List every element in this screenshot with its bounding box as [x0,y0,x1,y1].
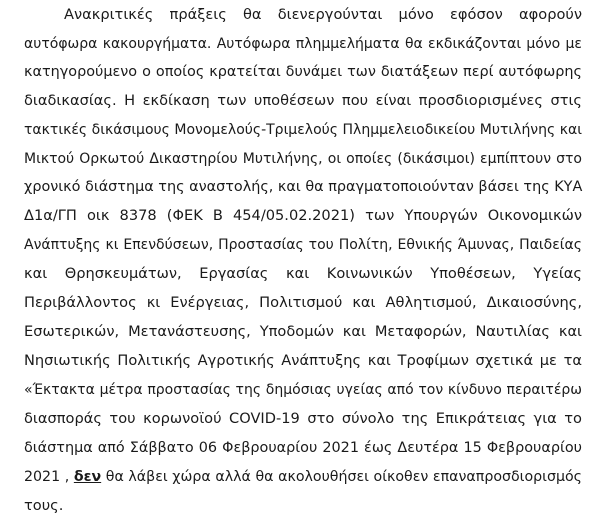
paragraph-line-6: Μικτού Ορκωτού Δικαστηρίου Μυτιλήνης, οι οποίες (δικάσιμοι) εμπίπτουν στο [24,151,582,167]
paragraph-line-16: διάστημα από Σάββατο 06 Φεβρουαρίου 2021 έως Δευτέρα 15 Φεβρουαρίου [24,440,582,456]
paragraph-line-10: και Θρησκευμάτων, Εργασίας και Κοινωνικών Υποθέσεων, Υγείας [24,265,582,282]
paragraph-line-12: Εσωτερικών, Μετανάστευσης, Υποδομών και Μεταφορών, Ναυτιλίας και [24,323,582,340]
paragraph-line-3: κατηγορούμενο ο οποίος κρατείται δυνάμει των διατάξεων περί αυτόφωρης [24,64,582,80]
paragraph-line-17 [24,464,582,490]
paragraph-final-line: τους. [24,497,64,514]
paragraph-line-15: διασποράς του κορωνοϊού COVID-19 στο σύνολο της Επικράτειας για το [24,410,582,427]
paragraph-line-7: χρονικό διάστημα της αναστολής, και θα πραγματοποιούνταν βάσει της ΚΥΑ [24,179,583,195]
line-17-end: θα λάβει χώρα αλλά θα ακολουθήσει οίκοθεν επαναπροσδιορισμός [101,469,582,485]
paragraph-line-2: αυτόφωρα κακουργήματα. Αυτόφωρα πλημμελήματα θα εκδικάζονται μόνο με [24,36,582,52]
line-17-start: 2021 , [24,469,74,485]
paragraph-line-5: τακτικές δικάσιμους Μονομελούς-Τριμελούς Πλημμελειοδικείου Μυτιλήνης και [24,122,582,138]
paragraph-line-8: Δ1α/ΓΠ οικ 8378 (ΦΕΚ Β 454/05.02.2021) των Υπουργών Οικονομικών [24,207,582,224]
paragraph-line-13: Νησιωτικής Πολιτικής Αγροτικής Ανάπτυξης και Τροφίμων σχετικά με τα [24,352,582,369]
paragraph-line-4: διαδικασίας. Η εκδίκαση των υποθέσεων που είναι προσδιορισμένες στις [24,92,582,109]
paragraph-line-11: Περιβάλλοντος κι Ενέργειας, Πολιτισμού και Αθλητισμού, Δικαιοσύνης, [24,294,582,311]
paragraph-line-1: Ανακριτικές πράξεις θα διενεργούνται μόνο εφόσον αφορούν [64,6,582,23]
paragraph-line-9: Ανάπτυξης κι Επενδύσεων, Προστασίας του Πολίτη, Εθνικής Άμυνας, Παιδείας [24,237,582,253]
paragraph-line-14: «Έκτακτα μέτρα προστασίας της δημόσιας υγείας από τον κίνδυνο περαιτέρω [24,382,582,398]
emphasis-word: δεν [73,469,102,485]
